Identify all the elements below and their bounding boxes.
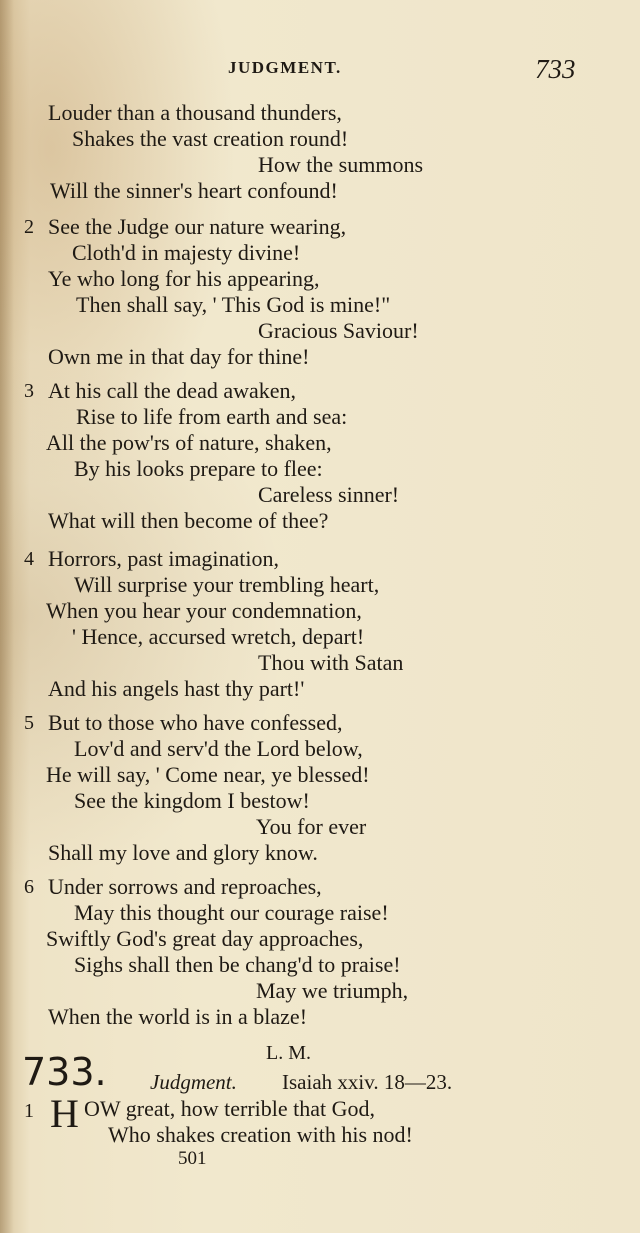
poem-line: But to those who have confessed,	[48, 710, 343, 735]
verse-number: 3	[24, 380, 34, 402]
poem-line: Under sorrows and reproaches,	[48, 874, 322, 899]
hymn-meter: L. M.	[266, 1042, 311, 1064]
poem-line: Will the sinner's heart confound!	[50, 178, 338, 203]
poem-line: Ye who long for his appearing,	[48, 266, 320, 291]
poem-line: Horrors, past imagination,	[48, 546, 279, 571]
poem-line: Swiftly God's great day approaches,	[46, 926, 364, 951]
poem-line: See the kingdom I bestow!	[74, 788, 310, 813]
poem-line: See the Judge our nature wearing,	[48, 214, 347, 239]
folio-number: 501	[178, 1148, 207, 1169]
poem-line: ' Hence, accursed wretch, depart!	[72, 624, 365, 649]
poem-line: Will surprise your trembling heart,	[74, 572, 380, 597]
verse-number: 4	[24, 548, 34, 570]
poem-line: May we triumph,	[256, 978, 409, 1003]
poem-line: May this thought our courage raise!	[74, 900, 389, 925]
running-head: JUDGMENT.	[228, 58, 342, 77]
poem-line: Gracious Saviour!	[258, 318, 419, 343]
poem-line: You for ever	[256, 814, 367, 839]
poem-line: By his looks prepare to flee:	[74, 456, 323, 481]
poem-line: Lov'd and serv'd the Lord below,	[74, 736, 363, 761]
poem-line: How the summons	[258, 152, 423, 177]
verse-number: 6	[24, 876, 34, 898]
poem-line: Louder than a thousand thunders,	[48, 100, 342, 125]
poem-line: Shall my love and glory know.	[48, 840, 318, 865]
verse-number: 1	[24, 1100, 34, 1122]
drop-cap: H	[50, 1091, 79, 1136]
poem-line: OW great, how terrible that God,	[84, 1096, 376, 1121]
poem-line: Thou with Satan	[258, 650, 404, 675]
hymn-subject: Judgment.	[150, 1070, 237, 1094]
verse-number: 2	[24, 216, 34, 238]
poem-line: Careless sinner!	[258, 482, 400, 507]
page-number: 733	[535, 54, 576, 84]
poem-line: Rise to life from earth and sea:	[76, 404, 348, 429]
poem-line: And his angels hast thy part!'	[48, 676, 305, 701]
poem-line: Who shakes creation with his nod!	[108, 1122, 413, 1147]
poem-line: He will say, ' Come near, ye blessed!	[46, 762, 370, 787]
verse-number: 5	[24, 712, 34, 734]
hymn-number: 733.	[22, 1050, 107, 1094]
poem-line: When you hear your condemnation,	[46, 598, 362, 623]
poem-line: Own me in that day for thine!	[48, 344, 310, 369]
page-spine-shadow	[0, 0, 14, 1233]
poem-line: When the world is in a blaze!	[48, 1004, 308, 1029]
hymn-scripture: Isaiah xxiv. 18—23.	[282, 1070, 453, 1094]
poem-line: What will then become of thee?	[48, 508, 329, 533]
poem-line: Sighs shall then be chang'd to praise!	[74, 952, 401, 977]
poem-line: Shakes the vast creation round!	[72, 126, 349, 151]
poem-line: Then shall say, ' This God is mine!"	[76, 292, 391, 317]
poem-line: At his call the dead awaken,	[48, 378, 297, 403]
poem-line: All the pow'rs of nature, shaken,	[46, 430, 332, 455]
poem-line: Cloth'd in majesty divine!	[72, 240, 301, 265]
